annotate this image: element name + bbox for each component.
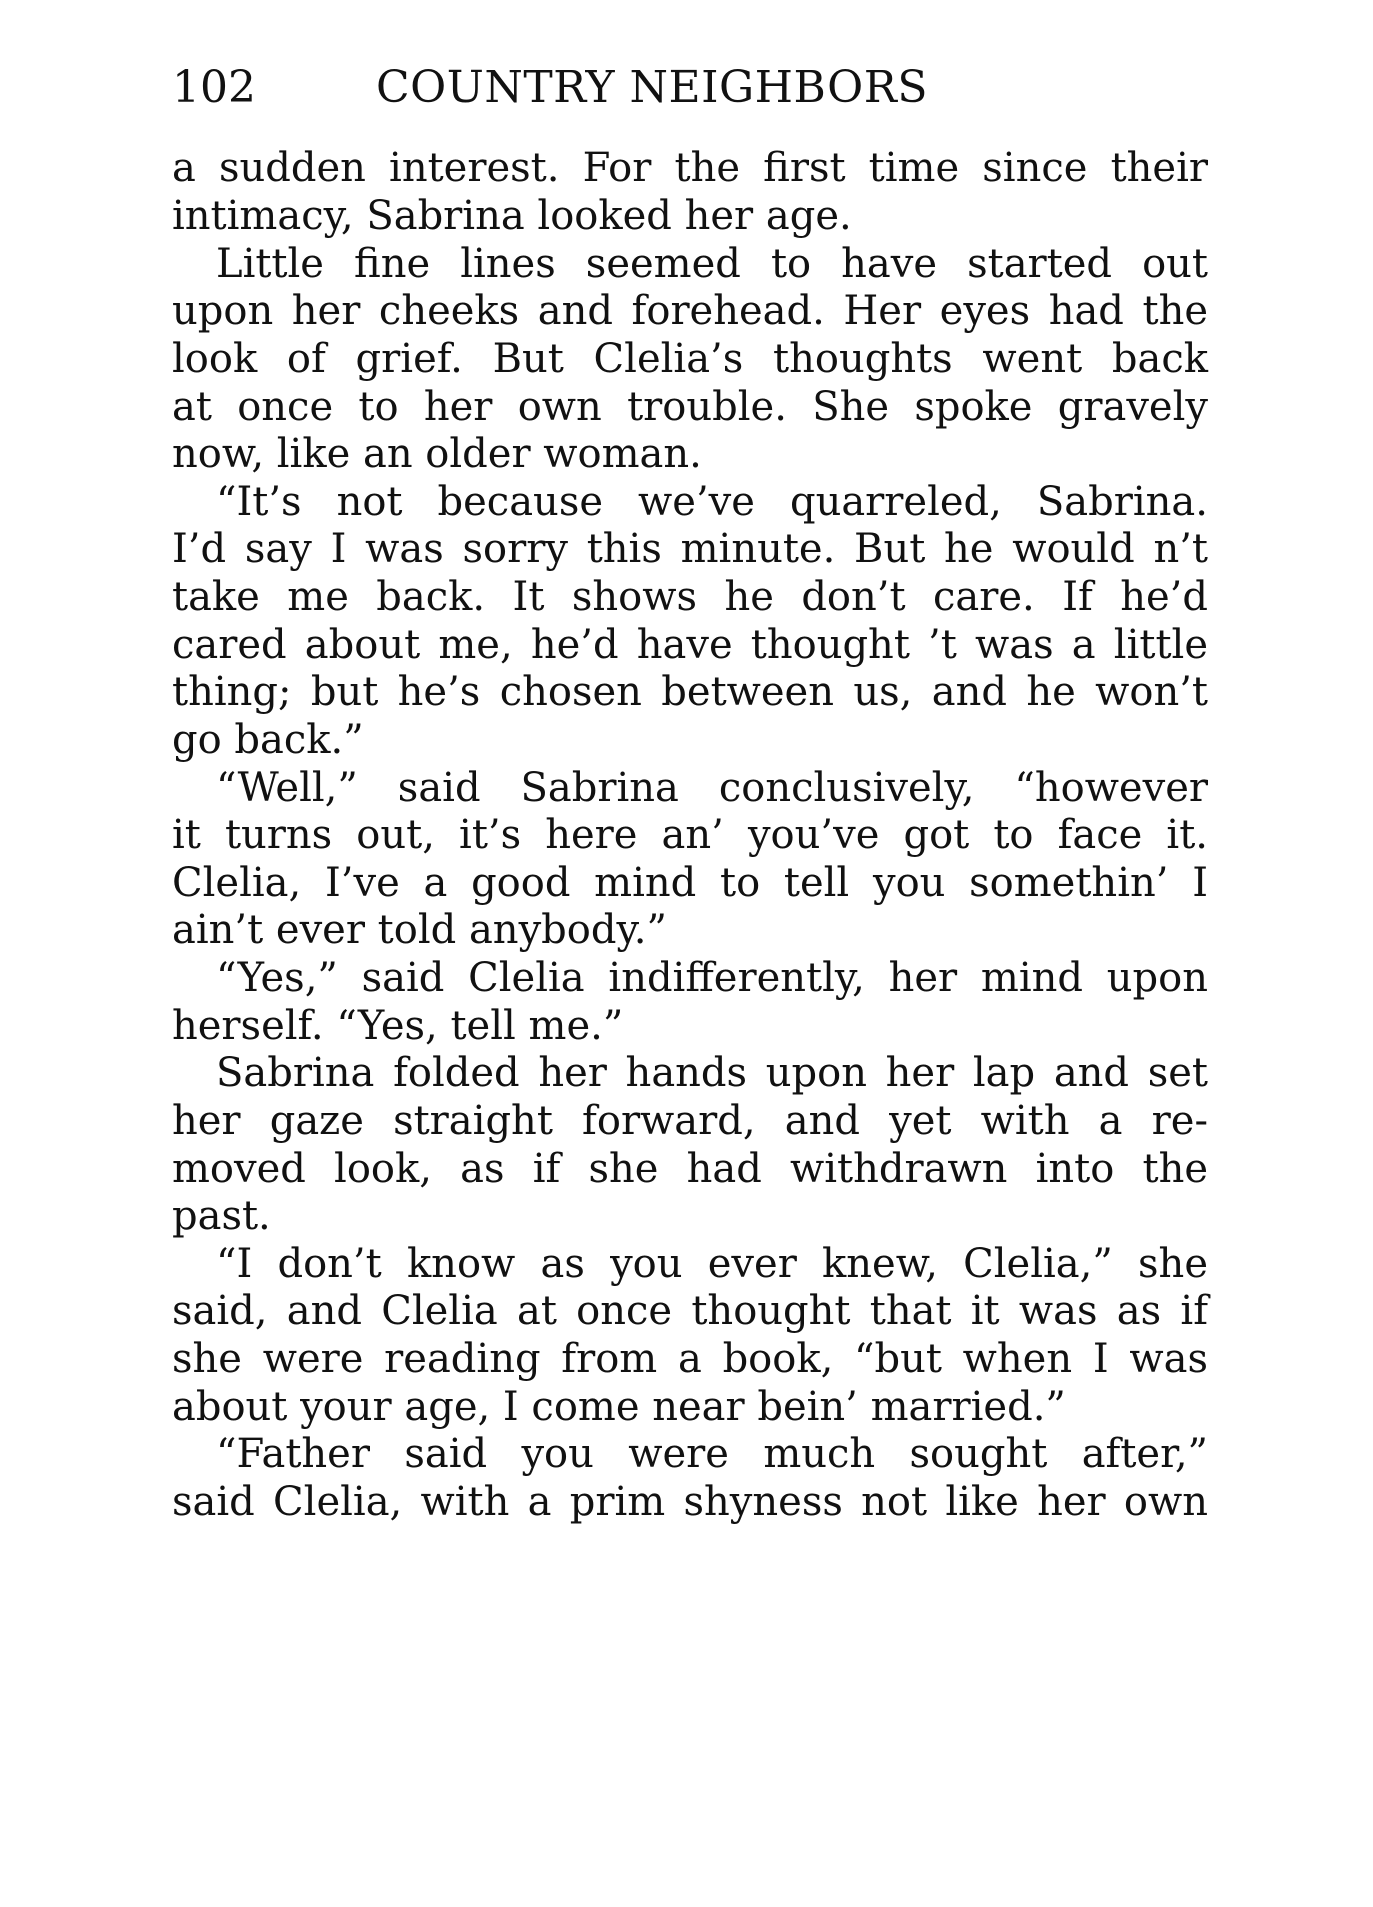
text-line: intimacy, Sabrina looked her age.: [172, 193, 852, 239]
text-line: “It’s not because we’ve quarreled, Sabrina.: [216, 479, 1208, 525]
text-line: thing; but he’s chosen between us, and he won’t: [172, 669, 1208, 715]
text-line: ain’t ever told anybody.”: [172, 907, 667, 953]
text-line: said, and Clelia at once thought that it was as if: [172, 1288, 1208, 1334]
text-line: she were reading from a book, “but when I was: [172, 1336, 1208, 1382]
text-line: go back.”: [172, 717, 364, 763]
text-line: past.: [172, 1193, 271, 1239]
running-title: COUNTRY NEIGHBORS: [376, 62, 928, 113]
text-line: “Father said you were much sought after,”: [216, 1431, 1208, 1477]
text-line: it turns out, it’s here an’ you’ve got to face it.: [172, 812, 1208, 858]
text-line: “Well,” said Sabrina conclusively, “however: [216, 765, 1208, 811]
text-line: about your age, I come near bein’ married.”: [172, 1384, 1066, 1430]
text-line: a sudden interest. For the first time since their: [172, 145, 1208, 191]
page-header: [172, 58, 1012, 118]
text-line: take me back. It shows he don’t care. If he’d: [172, 574, 1208, 620]
text-line: “I don’t know as you ever knew, Clelia,” she: [216, 1241, 1208, 1287]
text-line: said Clelia, with a prim shyness not like her own: [172, 1479, 1208, 1525]
text-line: Little fine lines seemed to have started out: [216, 241, 1208, 287]
text-line: now, like an older woman.: [172, 431, 702, 477]
text-line: at once to her own trouble. She spoke gravely: [172, 384, 1208, 430]
page-number: 102: [172, 62, 256, 113]
text-line: I’d say I was sorry this minute. But he would n’t: [172, 526, 1208, 572]
text-line: Clelia, I’ve a good mind to tell you somethin’ I: [172, 860, 1208, 906]
text-line: her gaze straight forward, and yet with a re-: [172, 1098, 1208, 1144]
text-line: look of grief. But Clelia’s thoughts went back: [172, 336, 1208, 382]
text-line: “Yes,” said Clelia indifferently, her mind upon: [216, 955, 1208, 1001]
text-line: moved look, as if she had withdrawn into the: [172, 1146, 1208, 1192]
text-line: cared about me, he’d have thought ’t was a little: [172, 622, 1208, 668]
text-line: upon her cheeks and forehead. Her eyes had the: [172, 288, 1208, 334]
text-line: Sabrina folded her hands upon her lap and set: [216, 1050, 1208, 1096]
text-line: herself. “Yes, tell me.”: [172, 1003, 624, 1049]
